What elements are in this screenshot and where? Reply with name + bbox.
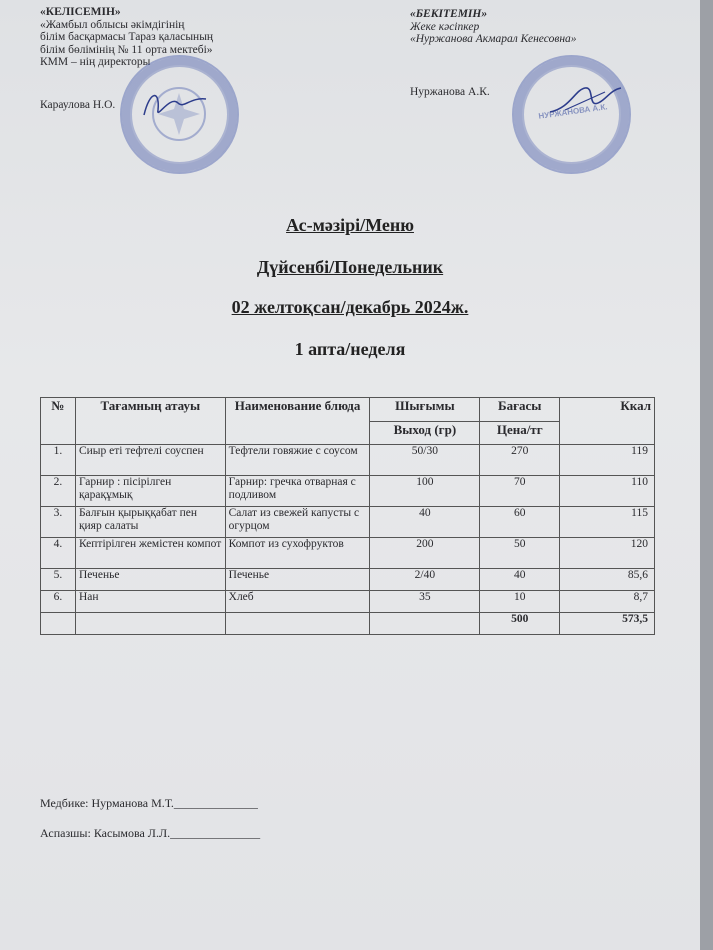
menu-title: Ас-мәзірі/Меню [286,215,414,235]
menu-table [40,397,655,635]
col-name-kz-header: Тағамның атауы [75,398,225,445]
nurse-signature-line: Медбике: Нурманова М.Т.______________ [40,796,258,810]
table-row [41,538,655,569]
row-name-ru: Компот из сухофруктов [225,538,370,569]
week-title: 1 апта/неделя [294,339,406,359]
row-kcal: 119 [560,445,655,476]
approval-left-signatory: Караулова Н.О. [40,98,116,111]
row-name-ru: Хлеб [225,591,370,613]
row-price: 10 [480,591,560,613]
stamp-text: НУРЖАНОВА А.К. [537,102,609,121]
signature-right-icon [545,80,625,120]
approval-left-line: КММ – нің директоры [40,56,151,68]
table-header-row [41,398,655,422]
col-num-header: № [41,398,76,445]
col-name-ru-header: Наименование блюда [225,398,370,445]
background-edge [700,0,713,950]
approval-left-line: білім бөлімінің № 11 орта мектебі» [40,43,213,56]
approval-right-line: Жеке кәсіпкер [410,20,480,33]
row-num: 1. [41,445,76,476]
table-row [41,507,655,538]
cook-signature-line: Аспазшы: Касымова Л.Л._______________ [40,826,261,840]
row-yield: 100 [370,476,480,507]
approval-right-line: «Нуржанова Акмарал Кенесовна» [410,33,577,45]
col-yield-kz-header: Шығымы [370,398,480,422]
total-kcal: 573,5 [560,613,655,635]
table-total-row [41,613,655,635]
approval-right-signatory: Нуржанова А.К. [410,85,490,98]
row-name-kz: Сиыр еті тефтелі соуспен [75,445,225,476]
row-name-ru: Салат из свежей капусты с огурцом [225,507,370,538]
approval-right-heading: «БЕКІТЕМІН» [410,8,488,20]
row-name-kz: Печенье [75,569,225,591]
row-num: 3. [41,507,76,538]
table-row [41,591,655,613]
table-row [41,476,655,507]
row-num: 6. [41,591,76,613]
row-yield: 40 [370,507,480,538]
signature-left-icon [140,85,210,125]
date-title: 02 желтоқсан/декабрь 2024ж. [231,297,469,317]
row-price: 270 [480,445,560,476]
row-price: 50 [480,538,560,569]
row-name-kz: Нан [75,591,225,613]
row-name-kz: Гарнир : пісірілген қарақұмық [75,476,225,507]
col-price-kz-header: Бағасы [480,398,560,422]
row-price: 40 [480,569,560,591]
table-row [41,445,655,476]
row-kcal: 110 [560,476,655,507]
row-kcal: 120 [560,538,655,569]
approval-left-line: білім басқармасы Тараз қаласының [40,31,214,43]
row-num: 5. [41,569,76,591]
row-price: 60 [480,507,560,538]
row-yield: 35 [370,591,480,613]
row-yield: 200 [370,538,480,569]
row-kcal: 85,6 [560,569,655,591]
col-yield-ru-header: Выход (гр) [370,422,480,445]
row-name-ru: Печенье [225,569,370,591]
row-kcal: 8,7 [560,591,655,613]
row-name-kz: Кептірілген жемістен компот [75,538,225,569]
row-num: 2. [41,476,76,507]
day-title: Дүйсенбі/Понедельник [256,257,444,277]
approval-left-line: «Жамбыл облысы әкімдігінің [40,18,185,31]
approval-left-heading: «КЕЛІСЕМІН» [40,6,121,18]
row-yield: 2/40 [370,569,480,591]
row-name-ru: Гарнир: гречка отварная с подливом [225,476,370,507]
col-price-ru-header: Цена/тг [480,422,560,445]
row-name-ru: Тефтели говяжие с соусом [225,445,370,476]
row-kcal: 115 [560,507,655,538]
row-num: 4. [41,538,76,569]
total-price: 500 [480,613,560,635]
table-row [41,569,655,591]
row-yield: 50/30 [370,445,480,476]
row-name-kz: Балғын қырыққабат пен қияр салаты [75,507,225,538]
row-price: 70 [480,476,560,507]
col-kcal-header: Ккал [560,398,655,445]
